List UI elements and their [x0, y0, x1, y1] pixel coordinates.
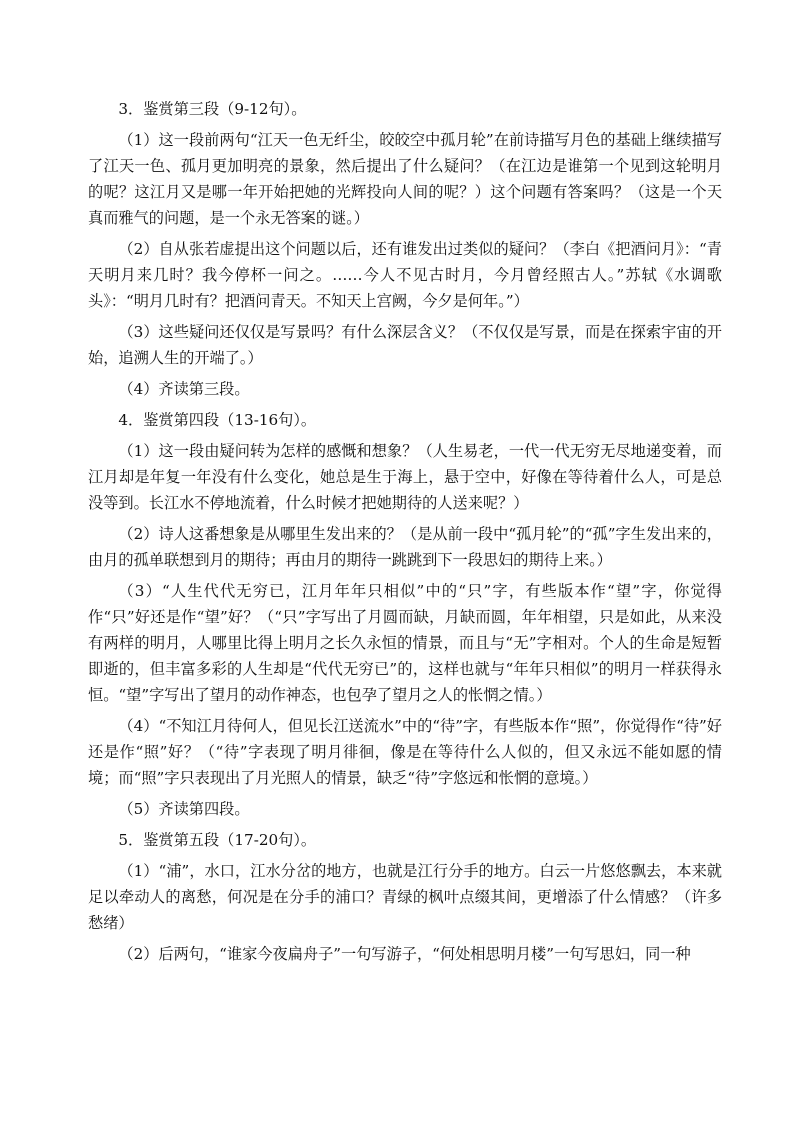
paragraph: （3）“人生代代无穷已，江月年年只相似”中的“只”字，有些版本作“望”字，你觉得作“只”好还是作“望”好？（“只”字写出了月圆而缺，月缺而圆，年年相望，只是如此，从来没有两样的明月，人哪里比得上明月之长久永恒的情景，而且与“无”字相对。个人的生命是短暂即逝的，但丰富多彩的人生却是“代代无穷已”的，这样也就与“年年只相似”的明月一样获得永恒。“望”字写出了望月的动作神态，也包孕了望月之人的怅惘之情。）	[88, 582, 722, 704]
section-heading-4: 4．鉴赏第四段（13-16句）。	[118, 411, 317, 429]
section-heading-3: 3．鉴赏第三段（9-12句）。	[118, 100, 307, 118]
paragraph: （4）“不知江月待何人，但见长江送流水”中的“待”字，有些版本作“照”，你觉得作“待”好还是作“照”好？（“待”字表现了明月徘徊，像是在等待什么人似的，但又永远不能如愿的情境；而“照”字只表现出了月光照人的情景，缺乏“待”字悠远和怅惘的意境。）	[88, 717, 722, 787]
paragraph: （1）这一段前两句“江天一色无纤尘，皎皎空中孤月轮”在前诗描写月色的基础上继续描写了江天一色、孤月更加明亮的景象，然后提出了什么疑问？（在江边是谁第一个见到这轮明月的呢？这江月又是哪一年开始把她的光辉投向人间的呢？）这个问题有答案吗？（这是一个天真而雅气的问题，是一个永无答案的谜。）	[88, 131, 722, 227]
section-heading-5: 5．鉴赏第五段（17-20句）。	[118, 831, 317, 849]
document-page	[88, 96, 722, 972]
paragraph: （1）“浦”，水口，江水分岔的地方，也就是江行分手的地方。白云一片悠悠飘去，本来就足以牵动人的离愁，何况是在分手的浦口？青绿的枫叶点缀其间，更增添了什么情感？（许多愁绪）	[88, 862, 722, 932]
paragraph: （2）诗人这番想象是从哪里生发出来的？（是从前一段中“孤月轮”的“孤”字生发出来的，由月的孤单联想到月的期待；再由月的期待一跳跳到下一段思妇的期待上来。）	[88, 525, 722, 569]
paragraph: （3）这些疑问还仅仅是写景吗？有什么深层含义？（不仅仅是写景，而是在探索宇宙的开始，追溯人生的开端了。）	[88, 323, 722, 367]
paragraph: （4）齐读第三段。	[118, 380, 250, 398]
paragraph: （1）这一段由疑问转为怎样的感慨和想象？（人生易老，一代一代无穷无尽地递变着，而江月却是年复一年没有什么变化，她总是生于海上，悬于空中，好像在等待着什么人，可是总没等到。长江水不停地流着，什么时候才把她期待的人送来呢？）	[88, 442, 722, 512]
paragraph: （5）齐读第四段。	[118, 800, 250, 818]
paragraph: （2）自从张若虚提出这个问题以后，还有谁发出过类似的疑问？（李白《把酒问月》：“青天明月来几时？我今停杯一问之。……今人不见古时月，今月曾经照古人。”苏轼《水调歌头》：“明月几时有？把酒问青天。不知天上宫阙，今夕是何年。”）	[88, 240, 722, 310]
paragraph: （2）后两句，“谁家今夜扁舟子”一句写游子，“何处相思明月楼”一句写思妇，同一种	[118, 945, 691, 963]
